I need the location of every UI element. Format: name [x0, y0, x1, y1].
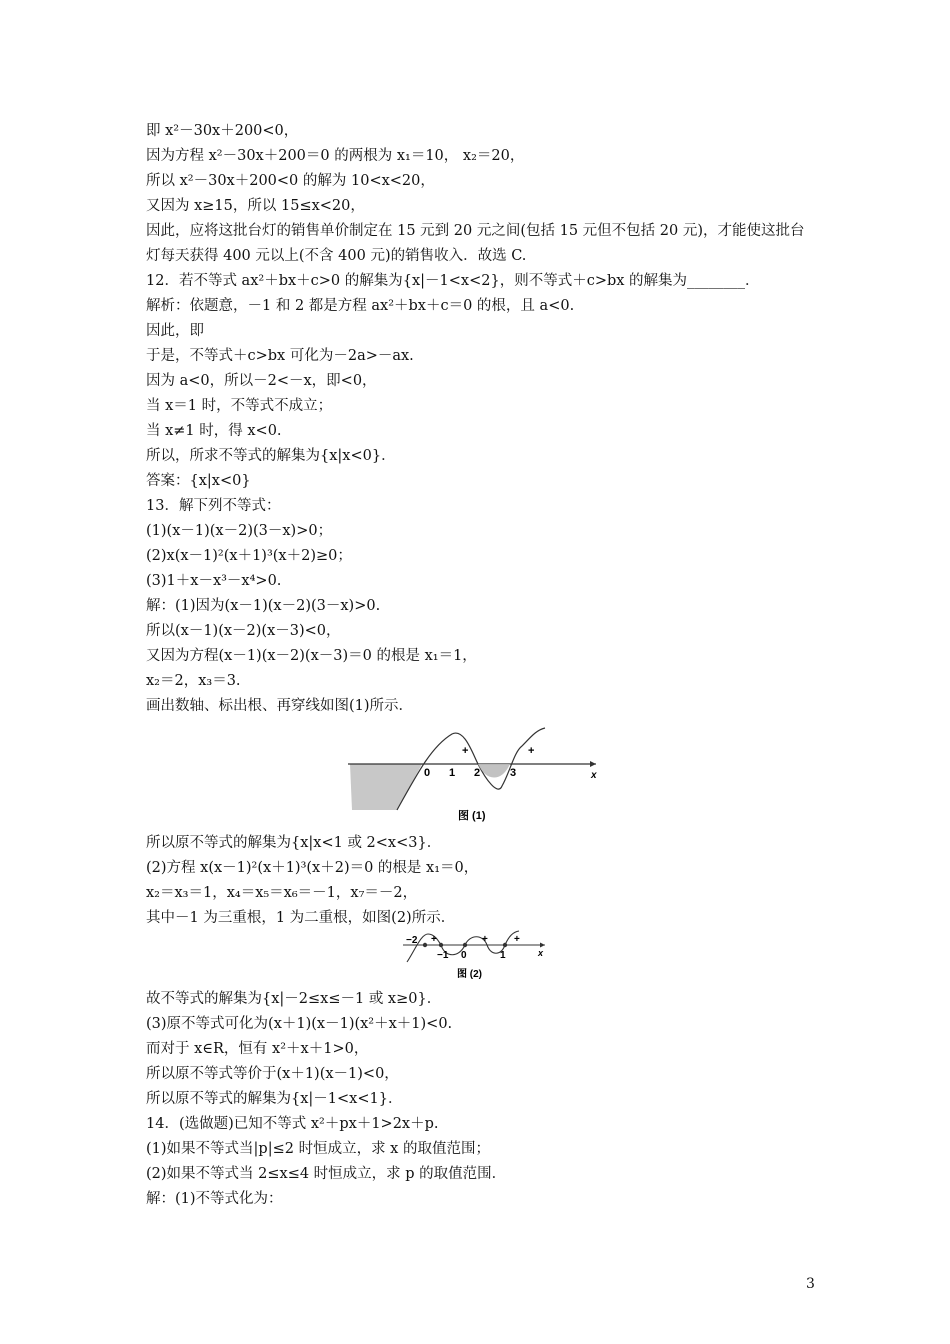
tick-label: 0 [424, 767, 431, 779]
question-13: 13．解下列不等式： [146, 498, 281, 514]
text-line: 所以原不等式等价于(x＋1)(x－1)<0， [146, 1066, 399, 1082]
text-line: (2)如果不等式当 2≤x≤4 时恒成立，求 p 的取值范围． [146, 1166, 507, 1182]
tick-label: 0 [461, 950, 467, 961]
sign-label: + [431, 934, 437, 945]
text-line: 于是，不等式＋c>bx 可化为－2a>－ax. [146, 348, 414, 364]
text-line: 当 x＝1 时，不等式不成立； [146, 398, 333, 414]
sign-label: + [528, 745, 535, 757]
figure-1 [340, 722, 610, 826]
text-line: (1)(x－1)(x－2)(3－x)>0； [146, 523, 333, 539]
tick-label: 1 [500, 950, 506, 961]
shaded-region [350, 764, 422, 810]
text-line: 所以 x²－30x＋200<0 的解为 10<x<20， [146, 173, 435, 189]
answer-line: 答案：{x|x<0} [146, 473, 251, 489]
tick-label: −1 [437, 950, 449, 961]
text-line: 即 x²－30x＋200<0， [146, 123, 299, 139]
root-point [439, 943, 443, 947]
tick-label: 1 [449, 767, 456, 779]
text-line: 所以原不等式的解集为{x|x<1 或 2<x<3}． [146, 835, 442, 851]
text-line: 而对于 x∈R，恒有 x²＋x＋1>0， [146, 1041, 369, 1057]
figure-caption: 图 (2) [457, 969, 482, 980]
text-paragraph: 因此，应将这批台灯的销售单价制定在 15 元到 20 元之间(包括 15 元但不包括 20 元)，才能使这批台灯每天获得 400 元以上(不含 400 元)的销售收入．故选 C. [146, 223, 805, 264]
sign-label: + [462, 745, 469, 757]
text-line: x₂＝2，x₃＝3. [146, 673, 241, 689]
text-line: 因为 a<0，所以－2<－x，即<0， [146, 373, 377, 389]
text-line: 所以原不等式的解集为{x|－1<x<1}． [146, 1091, 403, 1107]
text-line: (1)如果不等式当|p|≤2 时恒成立，求 x 的取值范围； [146, 1141, 490, 1157]
text-line: 当 x≠1 时，得 x<0. [146, 423, 282, 439]
tick-label: −2 [406, 935, 418, 946]
text-line: 其中－1 为三重根，1 为二重根，如图(2)所示． [146, 910, 456, 926]
text-line: (3)1＋x－x³－x⁴>0. [146, 573, 282, 589]
shaded-negative-region [478, 764, 510, 778]
text-line: 故不等式的解集为{x|－2≤x≤－1 或 x≥0}． [146, 991, 442, 1007]
text-line: (2)x(x－1)²(x＋1)³(x＋2)≥0； [146, 548, 352, 564]
text-line: (2)方程 x(x－1)²(x＋1)³(x＋2)＝0 的根是 x₁＝0， [146, 860, 479, 876]
root-point [423, 943, 427, 947]
text-line: 因此，即 [146, 323, 204, 339]
root-point [463, 943, 467, 947]
text-line: 又因为 x≥15，所以 15≤x<20， [146, 198, 365, 214]
text-line: (3)原不等式可化为(x＋1)(x－1)(x²＋x＋1)<0. [146, 1016, 453, 1032]
text-line: 所以(x－1)(x－2)(x－3)<0， [146, 623, 341, 639]
sign-label: + [514, 934, 520, 945]
tick-label: 3 [510, 767, 517, 779]
axis-arrow [590, 761, 596, 767]
text-line: 解析：依题意，－1 和 2 都是方程 ax²＋bx＋c＝0 的根，且 a<0. [146, 298, 575, 314]
question-14: 14．(选做题)已知不等式 x²＋px＋1>2x＋p. [146, 1116, 439, 1132]
text-line: 解：(1)因为(x－1)(x－2)(3－x)>0. [146, 598, 381, 614]
text-line: 因为方程 x²－30x＋200＝0 的两根为 x₁＝10， x₂＝20， [146, 148, 525, 164]
axis-arrow [540, 943, 545, 948]
question-12: 12．若不等式 ax²＋bx＋c>0 的解集为{x|－1<x<2}，则不等式＋c>bx 的解集为________． [146, 273, 760, 289]
root-point [503, 943, 507, 947]
text-line: x₂＝x₃＝1，x₄＝x₅＝x₆＝－1，x₇＝－2， [146, 885, 418, 901]
text-line: 又因为方程(x－1)(x－2)(x－3)＝0 的根是 x₁＝1， [146, 648, 477, 664]
sign-label: + [482, 934, 488, 945]
text-line: 画出数轴、标出根、再穿线如图(1)所示． [146, 698, 414, 714]
page-number: 3 [806, 1276, 815, 1292]
figure-2 [395, 928, 555, 984]
figure-caption: 图 (1) [458, 810, 486, 822]
text-line: 所以，所求不等式的解集为{x|x<0}． [146, 448, 396, 464]
axis-label: x [591, 770, 597, 781]
axis-label: x [538, 948, 544, 958]
tick-label: 2 [474, 767, 481, 779]
text-line: 解：(1)不等式化为： [146, 1191, 283, 1207]
